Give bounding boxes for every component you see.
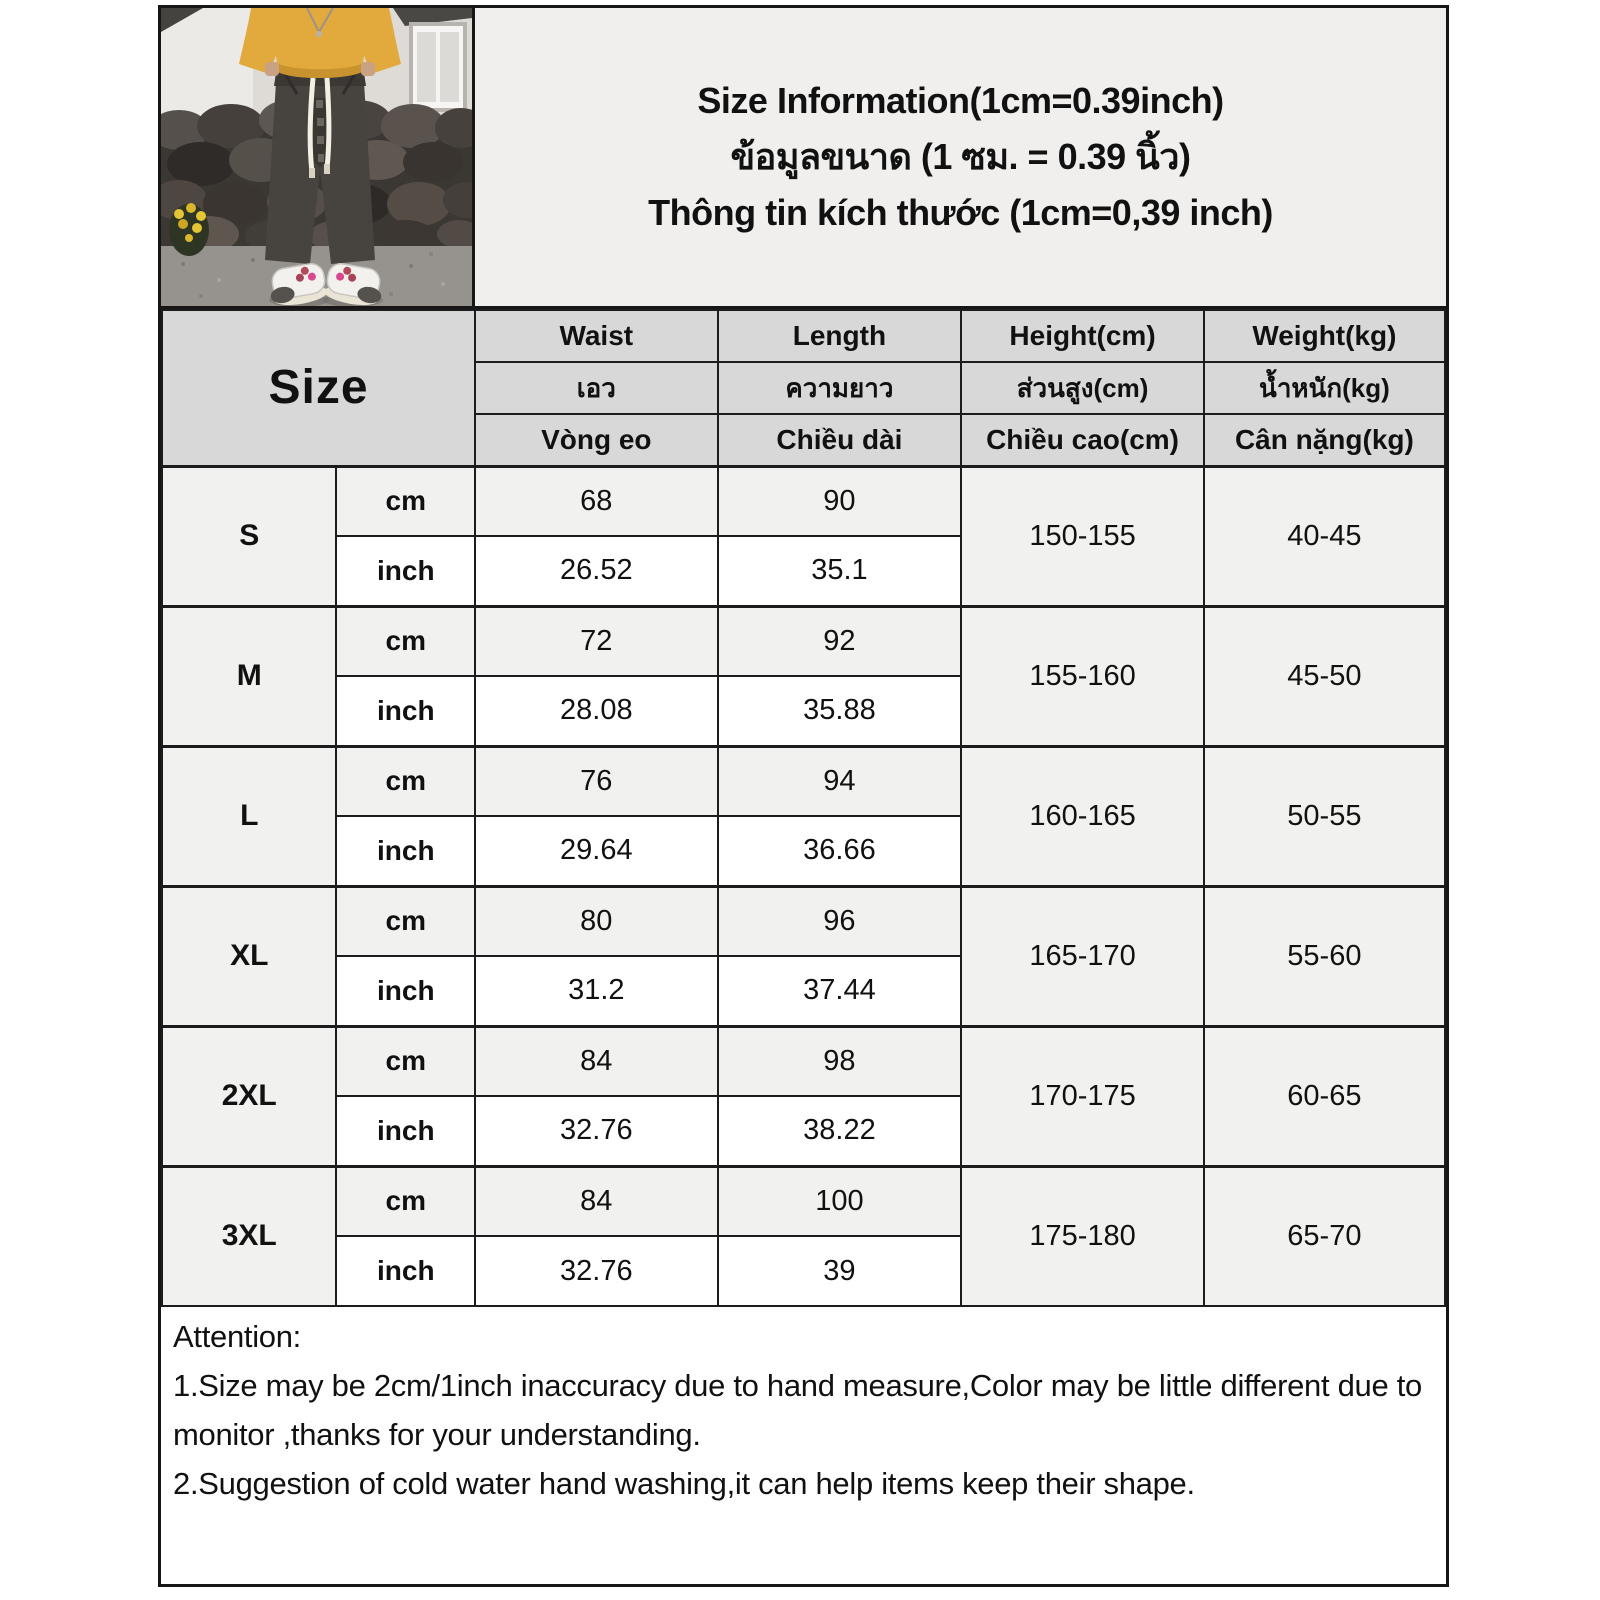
waist-cm-value: 84 xyxy=(475,1166,717,1236)
right-hand xyxy=(361,62,375,76)
col-header-weight-en: Weight(kg) xyxy=(1204,310,1445,362)
title-block xyxy=(475,8,1446,306)
unit-label-cm: cm xyxy=(336,746,475,816)
waist-cm-value: 76 xyxy=(475,746,717,816)
size-chart-sheet xyxy=(158,5,1449,1587)
length-inch-value: 35.88 xyxy=(718,676,962,746)
attention-heading: Attention: xyxy=(173,1319,301,1354)
col-header-weight-vi: Cân nặng(kg) xyxy=(1204,414,1445,466)
product-photo xyxy=(161,8,475,306)
col-header-length-th: ความยาว xyxy=(718,362,962,414)
height-range-value: 160-165 xyxy=(961,746,1203,886)
model-shirt xyxy=(239,8,401,78)
height-range-value: 155-160 xyxy=(961,606,1203,746)
length-inch-value: 38.22 xyxy=(718,1096,962,1166)
col-header-height-en: Height(cm) xyxy=(961,310,1203,362)
col-header-waist-vi: Vòng eo xyxy=(475,414,717,466)
product-photo-illustration xyxy=(161,8,472,306)
top-section xyxy=(161,8,1446,309)
size-cell-s: S xyxy=(162,466,336,606)
size-row-3xl-cm xyxy=(162,1166,1445,1236)
unit-label-cm: cm xyxy=(336,886,475,956)
title-line-en: Size Information(1cm=0.39inch) xyxy=(697,79,1224,121)
weight-range-value: 55-60 xyxy=(1204,886,1445,1026)
col-header-length-vi: Chiều dài xyxy=(718,414,962,466)
unit-label-inch: inch xyxy=(336,1236,475,1306)
height-range-value: 150-155 xyxy=(961,466,1203,606)
length-cm-value: 92 xyxy=(718,606,962,676)
size-cell-xl: XL xyxy=(162,886,336,1026)
waist-cm-value: 84 xyxy=(475,1026,717,1096)
size-cell-m: M xyxy=(162,606,336,746)
waist-inch-value: 29.64 xyxy=(475,816,717,886)
weight-range-value: 50-55 xyxy=(1204,746,1445,886)
col-header-waist-en: Waist xyxy=(475,310,717,362)
unit-label-cm: cm xyxy=(336,1026,475,1096)
length-inch-value: 35.1 xyxy=(718,536,962,606)
weight-range-value: 45-50 xyxy=(1204,606,1445,746)
unit-label-inch: inch xyxy=(336,536,475,606)
waist-inch-value: 31.2 xyxy=(475,956,717,1026)
col-header-weight-th: น้ำหนัก(kg) xyxy=(1204,362,1445,414)
left-hand xyxy=(265,62,279,76)
waist-cm-value: 72 xyxy=(475,606,717,676)
waist-cm-value: 68 xyxy=(475,466,717,536)
size-row-m-cm xyxy=(162,606,1445,676)
title-line-vi: Thông tin kích thước (1cm=0,39 inch) xyxy=(648,192,1273,234)
size-column-header: Size xyxy=(162,310,475,466)
length-cm-value: 98 xyxy=(718,1026,962,1096)
length-cm-value: 96 xyxy=(718,886,962,956)
waist-inch-value: 32.76 xyxy=(475,1236,717,1306)
window xyxy=(411,24,465,110)
waist-inch-value: 26.52 xyxy=(475,536,717,606)
weight-range-value: 40-45 xyxy=(1204,466,1445,606)
title-line-th: ข้อมูลขนาด (1 ซม. = 0.39 นิ้ว) xyxy=(730,135,1191,177)
attention-box xyxy=(161,1307,1446,1584)
length-cm-value: 94 xyxy=(718,746,962,816)
size-table-header xyxy=(162,310,1445,466)
size-row-l-cm xyxy=(162,746,1445,816)
unit-label-cm: cm xyxy=(336,466,475,536)
length-inch-value: 39 xyxy=(718,1236,962,1306)
unit-label-cm: cm xyxy=(336,1166,475,1236)
size-table xyxy=(161,309,1446,1307)
length-cm-value: 90 xyxy=(718,466,962,536)
length-inch-value: 36.66 xyxy=(718,816,962,886)
size-row-s-cm xyxy=(162,466,1445,536)
weight-range-value: 65-70 xyxy=(1204,1166,1445,1306)
size-cell-3xl: 3XL xyxy=(162,1166,336,1306)
col-header-length-en: Length xyxy=(718,310,962,362)
col-header-height-vi: Chiều cao(cm) xyxy=(961,414,1203,466)
col-header-height-th: ส่วนสูง(cm) xyxy=(961,362,1203,414)
size-cell-l: L xyxy=(162,746,336,886)
height-range-value: 170-175 xyxy=(961,1026,1203,1166)
unit-label-inch: inch xyxy=(336,676,475,746)
size-table-body xyxy=(162,466,1445,1306)
weight-range-value: 60-65 xyxy=(1204,1026,1445,1166)
unit-label-inch: inch xyxy=(336,1096,475,1166)
col-header-waist-th: เอว xyxy=(475,362,717,414)
unit-label-cm: cm xyxy=(336,606,475,676)
height-range-value: 175-180 xyxy=(961,1166,1203,1306)
length-inch-value: 37.44 xyxy=(718,956,962,1026)
attention-note-2: 2.Suggestion of cold water hand washing,it can help items keep their shape. xyxy=(173,1465,1195,1501)
size-cell-2xl: 2XL xyxy=(162,1026,336,1166)
size-row-2xl-cm xyxy=(162,1026,1445,1096)
unit-label-inch: inch xyxy=(336,956,475,1026)
unit-label-inch: inch xyxy=(336,816,475,886)
waist-inch-value: 32.76 xyxy=(475,1096,717,1166)
size-row-xl-cm xyxy=(162,886,1445,956)
height-range-value: 165-170 xyxy=(961,886,1203,1026)
waist-inch-value: 28.08 xyxy=(475,676,717,746)
waist-cm-value: 80 xyxy=(475,886,717,956)
attention-note-1: 1.Size may be 2cm/1inch inaccuracy due to hand measure,Color may be little different due to monitor ,thanks for your understanding. xyxy=(173,1367,1422,1452)
length-cm-value: 100 xyxy=(718,1166,962,1236)
